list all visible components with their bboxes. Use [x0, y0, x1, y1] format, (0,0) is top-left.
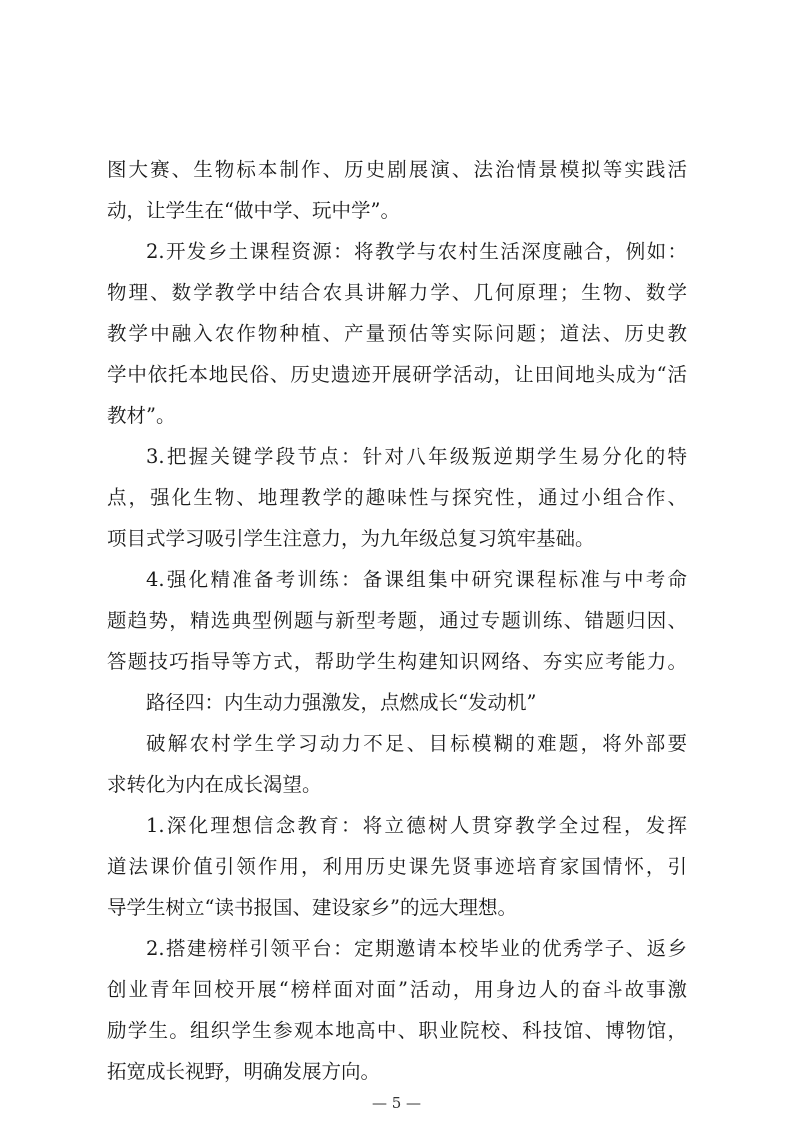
paragraph-line: 答题技巧指导等方式，帮助学生构建知识网络、夯实应考能力。 [107, 650, 687, 673]
paragraph-line: 点，强化生物、地理教学的趣味性与探究性，通过小组合作、 [107, 486, 687, 509]
paragraph-line: 求转化为内在成长渴望。 [107, 773, 322, 796]
paragraph-line: 道法课价值引领作用，利用历史课先贤事迹培育家国情怀，引 [107, 855, 687, 878]
paragraph-line: 创业青年回校开展“榜样面对面”活动，用身边人的奋斗故事激 [107, 978, 687, 1001]
paragraph-line: 4.强化精准备考训练：备课组集中研究课程标准与中考命 [146, 568, 687, 591]
paragraph-line: 拓宽成长视野，明确发展方向。 [107, 1060, 381, 1083]
paragraph-line: 2.开发乡土课程资源：将教学与农村生活深度融合，例如： [146, 240, 687, 263]
paragraph-line: 教学中融入农作物种植、产量预估等实际问题；道法、历史教 [107, 322, 687, 345]
paragraph-line: 动，让学生在“做中学、玩中学”。 [107, 199, 400, 222]
paragraph-line: 项目式学习吸引学生注意力，为九年级总复习筑牢基础。 [107, 527, 595, 550]
paragraph-line: 图大赛、生物标本制作、历史剧展演、法治情景模拟等实践活 [107, 158, 687, 181]
paragraph-line: 励学生。组织学生参观本地高中、职业院校、科技馆、博物馆， [107, 1019, 687, 1042]
paragraph-line: 3.把握关键学段节点：针对八年级叛逆期学生易分化的特 [146, 445, 687, 468]
paragraph-line: 导学生树立“读书报国、建设家乡”的远大理想。 [107, 896, 517, 919]
paragraph-line: 学中依托本地民俗、历史遗迹开展研学活动，让田间地头成为“活 [107, 363, 687, 386]
paragraph-line: 物理、数学教学中结合农具讲解力学、几何原理；生物、数学 [107, 281, 687, 304]
paragraph-line: 2.搭建榜样引领平台：定期邀请本校毕业的优秀学子、返乡 [146, 937, 687, 960]
page-number: — 5 — [371, 1094, 422, 1112]
section-heading: 路径四：内生动力强激发，点燃成长“发动机” [146, 691, 537, 714]
paragraph-line: 题趋势，精选典型例题与新型考题，通过专题训练、错题归因、 [107, 609, 687, 632]
paragraph-line: 破解农村学生学习动力不足、目标模糊的难题，将外部要 [146, 732, 687, 755]
paragraph-line: 1.深化理想信念教育：将立德树人贯穿教学全过程，发挥 [146, 814, 687, 837]
paragraph-line: 教材”。 [107, 404, 176, 427]
